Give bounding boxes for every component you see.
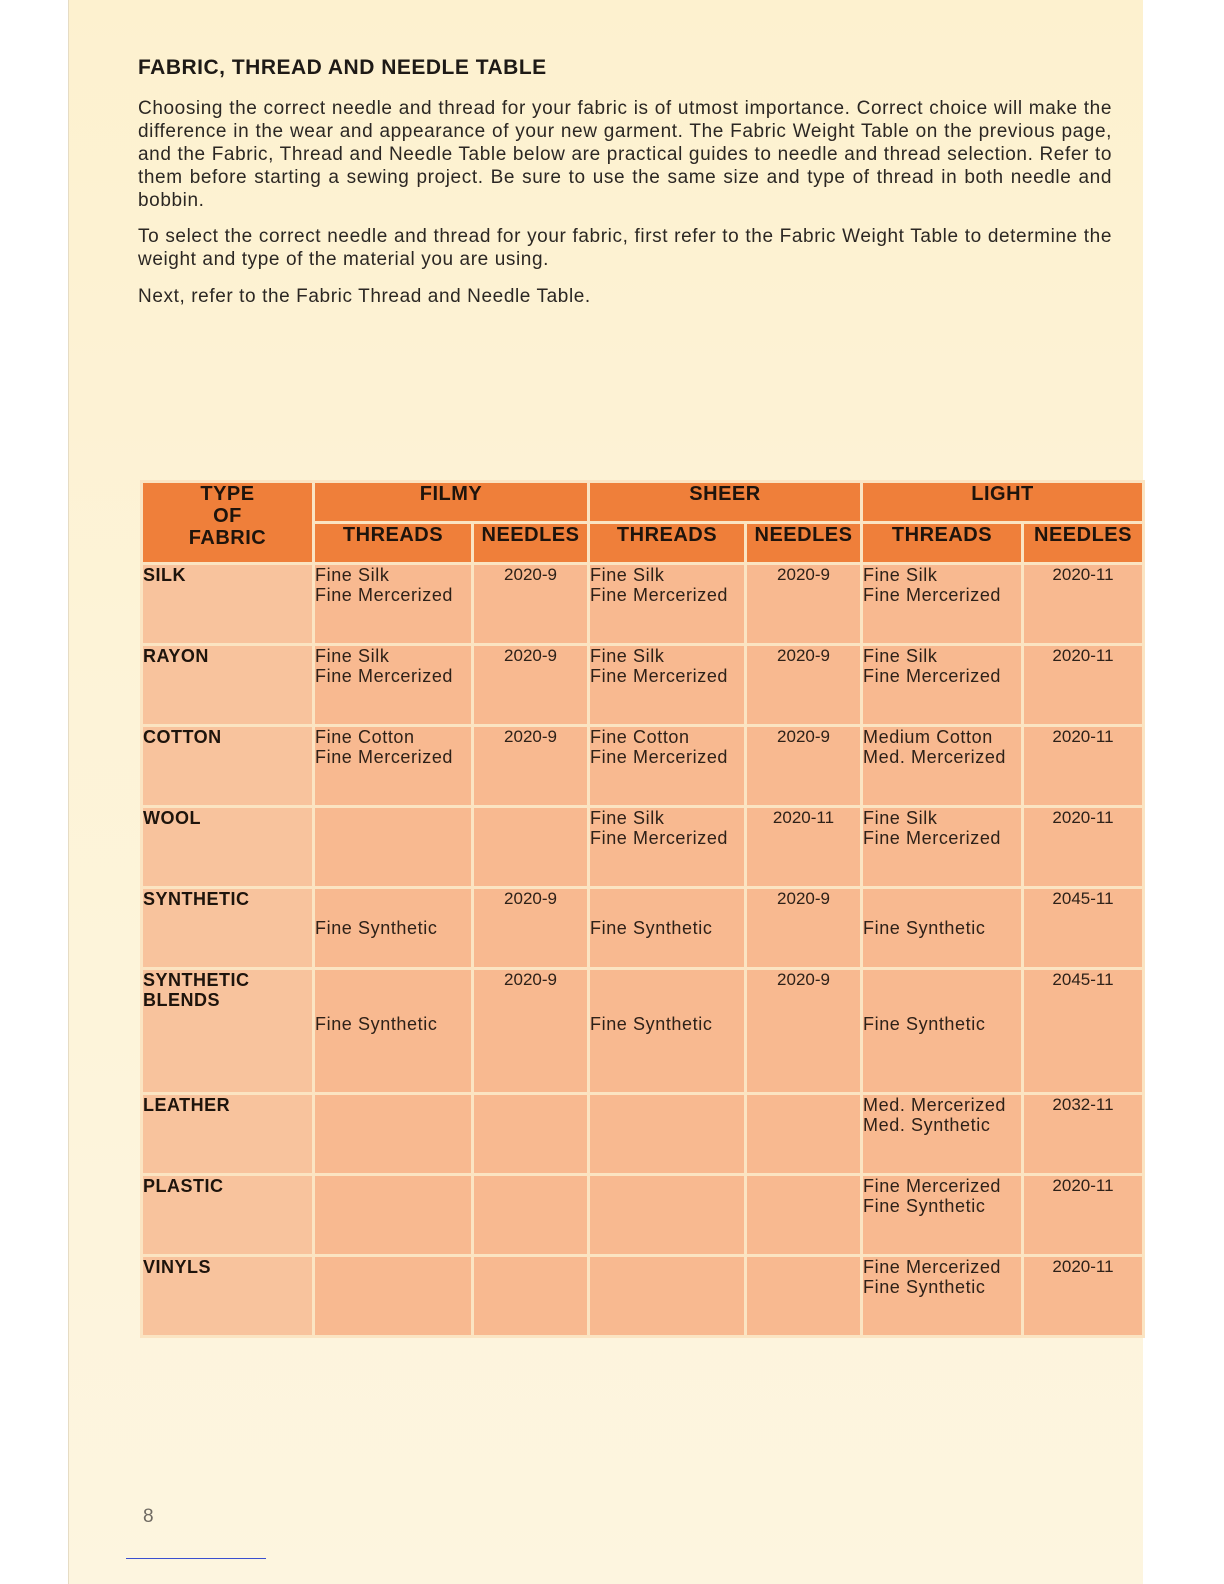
thread-type: Fine Silk [590,565,665,585]
needle-cell: 2020-11 [1023,807,1144,888]
thread-type: Fine Mercerized [863,1176,1002,1196]
needle-cell: 2020-9 [473,726,589,807]
needle-cell: 2020-9 [473,969,589,1094]
needle-cell: 2032-11 [1023,1094,1144,1175]
fabric-type-cell [142,726,314,807]
fabric-type-cell [142,1256,314,1337]
threads-cell [314,645,473,726]
thread-type: Fine Synthetic [863,1277,986,1297]
needles-subheader: NEEDLES [1023,523,1144,564]
thread-type: Fine Synthetic [590,918,713,938]
select-paragraph: To select the correct needle and thread for your fabric, first refer to the Fabric Weight Table to determine the weight and type of the material you are using. [138,226,1112,270]
needle-cell: 2020-9 [473,564,589,645]
table-row [142,1175,1144,1256]
table-row [142,645,1144,726]
threads-cell [314,1256,473,1337]
footer-rule [126,1558,266,1559]
light-header: LIGHT [862,482,1144,523]
table-row [142,1094,1144,1175]
table-body [142,564,1144,1337]
thread-type: Fine Mercerized [863,1257,1002,1277]
needle-cell: 2020-11 [1023,1256,1144,1337]
threads-cell [862,1256,1023,1337]
thread-type: Fine Mercerized [315,585,454,605]
threads-cell [314,969,473,1094]
thread-type: Fine Mercerized [590,666,729,686]
thread-type: Fine Mercerized [590,747,729,767]
threads-cell [314,888,473,969]
next-paragraph: Next, refer to the Fabric Thread and Needle Table. [138,286,591,307]
needle-cell: 2020-9 [746,645,862,726]
thread-type: Fine Cotton [315,727,415,747]
fabric-type-cell [142,1094,314,1175]
threads-subheader: THREADS [862,523,1023,564]
filmy-header: FILMY [314,482,589,523]
needle-cell: 2045-11 [1023,969,1144,1094]
threads-cell [314,807,473,888]
thread-type: Fine Silk [863,565,938,585]
thread-type: Fine Silk [315,646,390,666]
thread-type: Fine Silk [315,565,390,585]
table-row [142,564,1144,645]
corner-line: FABRIC [188,527,267,549]
needle-cell: 2020-11 [1023,1175,1144,1256]
fabric-type-label: SYNTHETIC [143,970,250,990]
thread-type: Fine Mercerized [315,747,454,767]
page-number: 8 [143,1506,154,1527]
threads-cell [589,1256,746,1337]
thread-type: Fine Mercerized [590,585,729,605]
needle-cell [746,1094,862,1175]
fabric-type-cell [142,1175,314,1256]
needle-cell: 2020-9 [746,969,862,1094]
threads-cell [862,807,1023,888]
thread-type: Med. Mercerized [863,1095,1007,1115]
needle-cell [746,1256,862,1337]
thread-type: Fine Mercerized [315,666,454,686]
fabric-type-label: PLASTIC [143,1176,224,1196]
fabric-type-label: RAYON [143,646,209,666]
intro-paragraph: Choosing the correct needle and thread for your fabric is of utmost importance. Correct choice will make the difference in the wear and appearance of your new garment. The Fabric Weight Table on the previous page, and the Fabric, Thread and Needle Table below are practical guides to needle and thread selection. Refer to them before starting a sewing project. Be sure to use the same size and type of thread in both needle and bobbin. [138,98,1112,211]
thread-type: Medium Cotton [863,727,993,747]
needle-cell: 2020-9 [746,888,862,969]
fabric-type-label: BLENDS [143,990,221,1010]
table-row [142,807,1144,888]
thread-type: Fine Silk [863,808,938,828]
needle-cell: 2020-11 [1023,564,1144,645]
fabric-type-label: SYNTHETIC [143,889,250,909]
thread-type: Fine Silk [590,808,665,828]
thread-type: Fine Synthetic [315,1014,438,1034]
thread-type: Fine Synthetic [863,1196,986,1216]
needle-cell [473,1256,589,1337]
threads-cell [589,888,746,969]
threads-cell [589,807,746,888]
needle-cell [473,1175,589,1256]
table-row [142,969,1144,1094]
thread-type: Fine Mercerized [863,828,1002,848]
fabric-type-cell [142,969,314,1094]
fabric-type-cell [142,645,314,726]
threads-cell [862,726,1023,807]
type-of-fabric-header [142,482,314,564]
threads-cell [589,1175,746,1256]
fabric-type-cell [142,807,314,888]
threads-cell [589,564,746,645]
fabric-type-label: SILK [143,565,187,585]
needle-cell: 2020-11 [1023,645,1144,726]
thread-type: Fine Synthetic [590,1014,713,1034]
threads-cell [314,564,473,645]
thread-type: Med. Mercerized [863,747,1007,767]
threads-subheader: THREADS [314,523,473,564]
needles-subheader: NEEDLES [473,523,589,564]
thread-type: Fine Mercerized [590,828,729,848]
needle-cell: 2020-11 [746,807,862,888]
table-row [142,1256,1144,1337]
needle-cell: 2020-9 [746,564,862,645]
threads-cell [589,969,746,1094]
fabric-type-label: VINYLS [143,1257,212,1277]
needle-cell [473,1094,589,1175]
fabric-type-label: COTTON [143,727,222,747]
threads-cell [862,888,1023,969]
thread-type: Fine Silk [590,646,665,666]
threads-cell [862,564,1023,645]
needle-cell: 2020-9 [473,888,589,969]
needle-cell [746,1175,862,1256]
fabric-type-label: WOOL [143,808,201,828]
threads-subheader: THREADS [589,523,746,564]
thread-type: Fine Synthetic [863,918,986,938]
threads-cell [314,1175,473,1256]
needle-cell: 2020-11 [1023,726,1144,807]
fabric-type-cell [142,888,314,969]
threads-cell [862,969,1023,1094]
needle-cell: 2020-9 [746,726,862,807]
fabric-thread-needle-table [140,480,1145,1338]
threads-cell [589,726,746,807]
threads-cell [862,1175,1023,1256]
fabric-type-cell [142,564,314,645]
corner-line: TYPE [200,483,255,505]
needle-cell: 2045-11 [1023,888,1144,969]
table-row [142,726,1144,807]
thread-type: Fine Synthetic [863,1014,986,1034]
table-row [142,888,1144,969]
fabric-type-label: LEATHER [143,1095,231,1115]
thread-type: Fine Cotton [590,727,690,747]
thread-type: Fine Synthetic [315,918,438,938]
thread-type: Fine Silk [863,646,938,666]
sheer-header: SHEER [589,482,862,523]
thread-type: Fine Mercerized [863,666,1002,686]
threads-cell [589,1094,746,1175]
thread-type: Med. Synthetic [863,1115,991,1135]
threads-cell [314,1094,473,1175]
threads-cell [314,726,473,807]
threads-cell [589,645,746,726]
corner-line: OF [213,505,242,527]
needle-cell [473,807,589,888]
needles-subheader: NEEDLES [746,523,862,564]
page-title: FABRIC, THREAD AND NEEDLE TABLE [138,56,547,79]
needle-cell: 2020-9 [473,645,589,726]
threads-cell [862,645,1023,726]
thread-type: Fine Mercerized [863,585,1002,605]
threads-cell [862,1094,1023,1175]
